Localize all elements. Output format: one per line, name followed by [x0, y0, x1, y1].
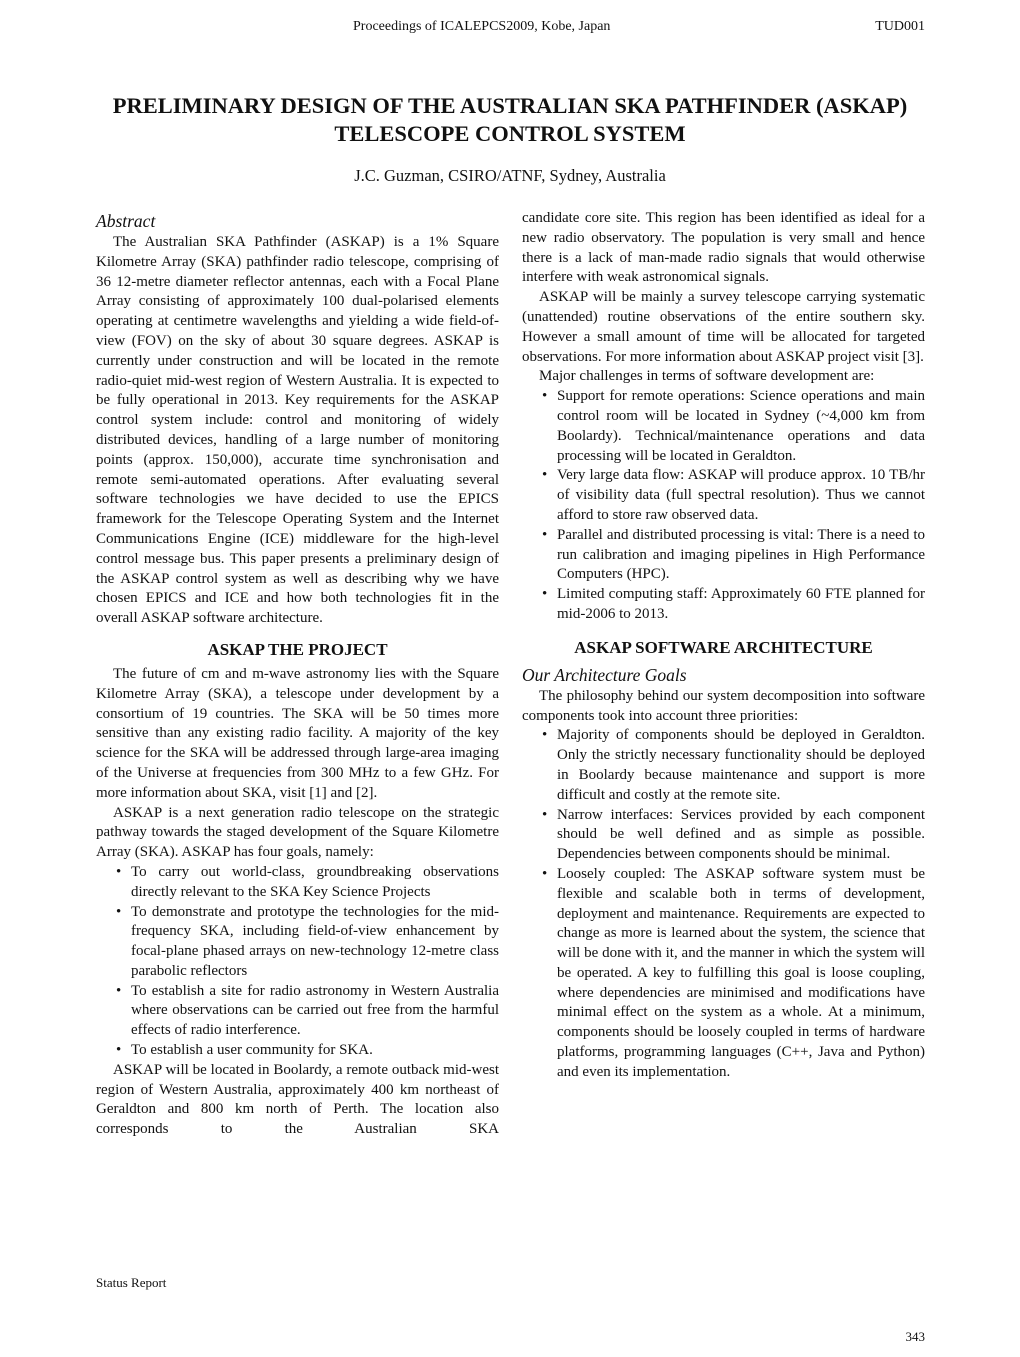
- abstract-heading: Abstract: [96, 211, 156, 231]
- list-item-text: To carry out world-class, groundbreaking observations directly relevant to the SKA Key Science Projects: [131, 863, 499, 900]
- bullet-icon: •: [542, 806, 548, 823]
- paper-id: TUD001: [875, 19, 925, 34]
- bullet-icon: •: [542, 727, 548, 744]
- list-item: [522, 466, 925, 525]
- paragraph: candidate core site. This region has been identified as ideal for a new radio observatory. The population is very small and hence there is a lack of man-made radio signals that would otherwise interfere with weak astronomical signals.: [522, 210, 925, 286]
- list-item-text: To demonstrate and prototype the technologies for the mid-frequency SKA, including field-of-view enhancement by focal-plane phased arrays on new-technology 12-metre class parabolic reflectors: [131, 903, 499, 979]
- author-line: J.C. Guzman, CSIRO/ATNF, Sydney, Australia: [354, 166, 666, 185]
- bullet-icon: •: [116, 982, 122, 999]
- running-header: Proceedings of ICALEPCS2009, Kobe, Japan: [353, 19, 611, 34]
- priorities-list: [522, 726, 925, 1082]
- paragraph: ASKAP will be located in Boolardy, a remote outback mid-west region of Western Australia, approximately 400 km northeast of Geraldton and 800 km north of Perth. The location also corresponds to the Australian SKA: [96, 1061, 499, 1138]
- paragraph: The future of cm and m-wave astronomy lies with the Square Kilometre Array (SKA), a telescope under development by a consortium of 19 countries. The SKA will be 50 times more sensitive than any existing radio facility. A majority of the key science for the SKA will be addressed through large-area imaging of the Universe at frequencies from 300 MHz to a few GHz. For more information about SKA, visit [1] and [2].: [96, 665, 499, 801]
- bullet-icon: •: [542, 526, 548, 543]
- abstract-text: The Australian SKA Pathfinder (ASKAP) is a 1% Square Kilometre Array (SKA) pathfinder radio telescope, comprising of 36 12-metre diameter reflector antennas, each with a Focal Plane Array consisting of approximately 100 dual-polarised elements operating at centimetre wavelengths and yielding a wide field-of-view (FOV) on the sky of about 30 square degrees. ASKAP is currently under construction and will be located in the remote radio-quiet mid-west region of Western Australia. It is expected to be fully operational in 2013. Key requirements for the ASKAP control system include: control and monitoring of widely distributed devices, handling of a large number of monitoring points (approx. 150,000), accurate time synchronisation and remote semi-automated operations. After evaluating several software technologies we have decided to use the EPICS framework for the Telescope Operating System and the Internet Communications Engine (ICE) middleware for the high-level control message bus. This paper presents a preliminary design of the ASKAP control system as well as describing why we have chosen EPICS and ICE and how both technologies fit in the overall ASKAP software architecture.: [96, 234, 499, 627]
- bullet-icon: •: [542, 865, 548, 882]
- list-item: [522, 585, 925, 625]
- bullet-icon: •: [116, 903, 122, 920]
- list-item: [96, 1041, 499, 1061]
- list-item-text: Loosely coupled: The ASKAP software system must be flexible and scalable both in terms of development, deployment and maintenance. Requirements are expected to change as more is learned about the system, the science that will be done with it, and the manner in which the system will be operated. A key to fulfilling this goal is loose coupling, where dependencies are minimised and modifications have minimal effect on the system as a whole. At a minimum, components should be loosely coupled in terms of hardware platforms, programming languages (C++, Java and Python) and even its implementation.: [557, 865, 925, 1080]
- list-item-text: To establish a site for radio astronomy in Western Australia where observations can be carried out free from the harmful effects of radio interference.: [131, 982, 499, 1039]
- paragraph: ASKAP is a next generation radio telescope on the strategic pathway towards the staged development of the Square Kilometre Array (SKA). ASKAP has four goals, namely:: [96, 804, 499, 861]
- list-item-text: Narrow interfaces: Services provided by each component should be well defined and as simple as possible. Dependencies between components should be minimal.: [557, 806, 925, 863]
- bullet-icon: •: [542, 586, 548, 603]
- list-item: [522, 726, 925, 805]
- list-item: [522, 865, 925, 1083]
- page-number: 343: [905, 1329, 925, 1344]
- bullet-icon: •: [542, 467, 548, 484]
- list-item: [522, 387, 925, 466]
- list-item-text: Limited computing staff: Approximately 60 FTE planned for mid-2006 to 2013.: [557, 586, 925, 622]
- list-item-text: To establish a user community for SKA.: [131, 1042, 373, 1059]
- list-item-text: Majority of components should be deployed in Geraldton. Only the strictly necessary functionality should be deployed in Boolardy because maintenance and support is more difficult and costly at the remote site.: [557, 727, 925, 803]
- bullet-icon: •: [116, 863, 122, 880]
- bullet-icon: •: [116, 1042, 122, 1059]
- goals-list: [96, 863, 499, 1061]
- footer-label: Status Report: [96, 1275, 167, 1290]
- right-column: [522, 209, 925, 1083]
- left-column: [96, 209, 499, 1140]
- section-heading-project: ASKAP THE PROJECT: [207, 639, 388, 659]
- list-item: [96, 982, 499, 1041]
- list-item: [96, 903, 499, 982]
- subsection-heading: Our Architecture Goals: [522, 664, 687, 685]
- list-item: [96, 863, 499, 903]
- paragraph: Major challenges in terms of software development are:: [539, 368, 875, 385]
- section-heading-architecture: ASKAP SOFTWARE ARCHITECTURE: [574, 637, 873, 657]
- list-item-text: Very large data flow: ASKAP will produce approx. 10 TB/hr of visibility data (full spectral resolution). Thus we cannot afford to store raw observed data.: [557, 467, 925, 523]
- list-item: [522, 806, 925, 865]
- paragraph: ASKAP will be mainly a survey telescope carrying systematic (unattended) routine observations of the entire southern sky. However a small amount of time will be allocated for targeted observations. For more information about ASKAP project visit [3].: [522, 289, 925, 365]
- bullet-icon: •: [542, 388, 548, 405]
- paragraph: The philosophy behind our system decomposition into software components took into account three priorities:: [522, 687, 925, 724]
- challenges-list: [522, 387, 925, 625]
- list-item: [522, 526, 925, 585]
- list-item-text: Support for remote operations: Science operations and main control room will be located in Sydney (~4,000 km from Boolardy). Technical/maintenance operations and data processing will be located in Geraldton.: [557, 388, 925, 464]
- paper-title: PRELIMINARY DESIGN OF THE AUSTRALIAN SKA PATHFINDER (ASKAP) TELESCOPE CONTROL SYSTEM: [112, 93, 908, 146]
- list-item-text: Parallel and distributed processing is vital: There is a need to run calibration and imaging pipelines in High Performance Computers (HPC).: [557, 526, 925, 583]
